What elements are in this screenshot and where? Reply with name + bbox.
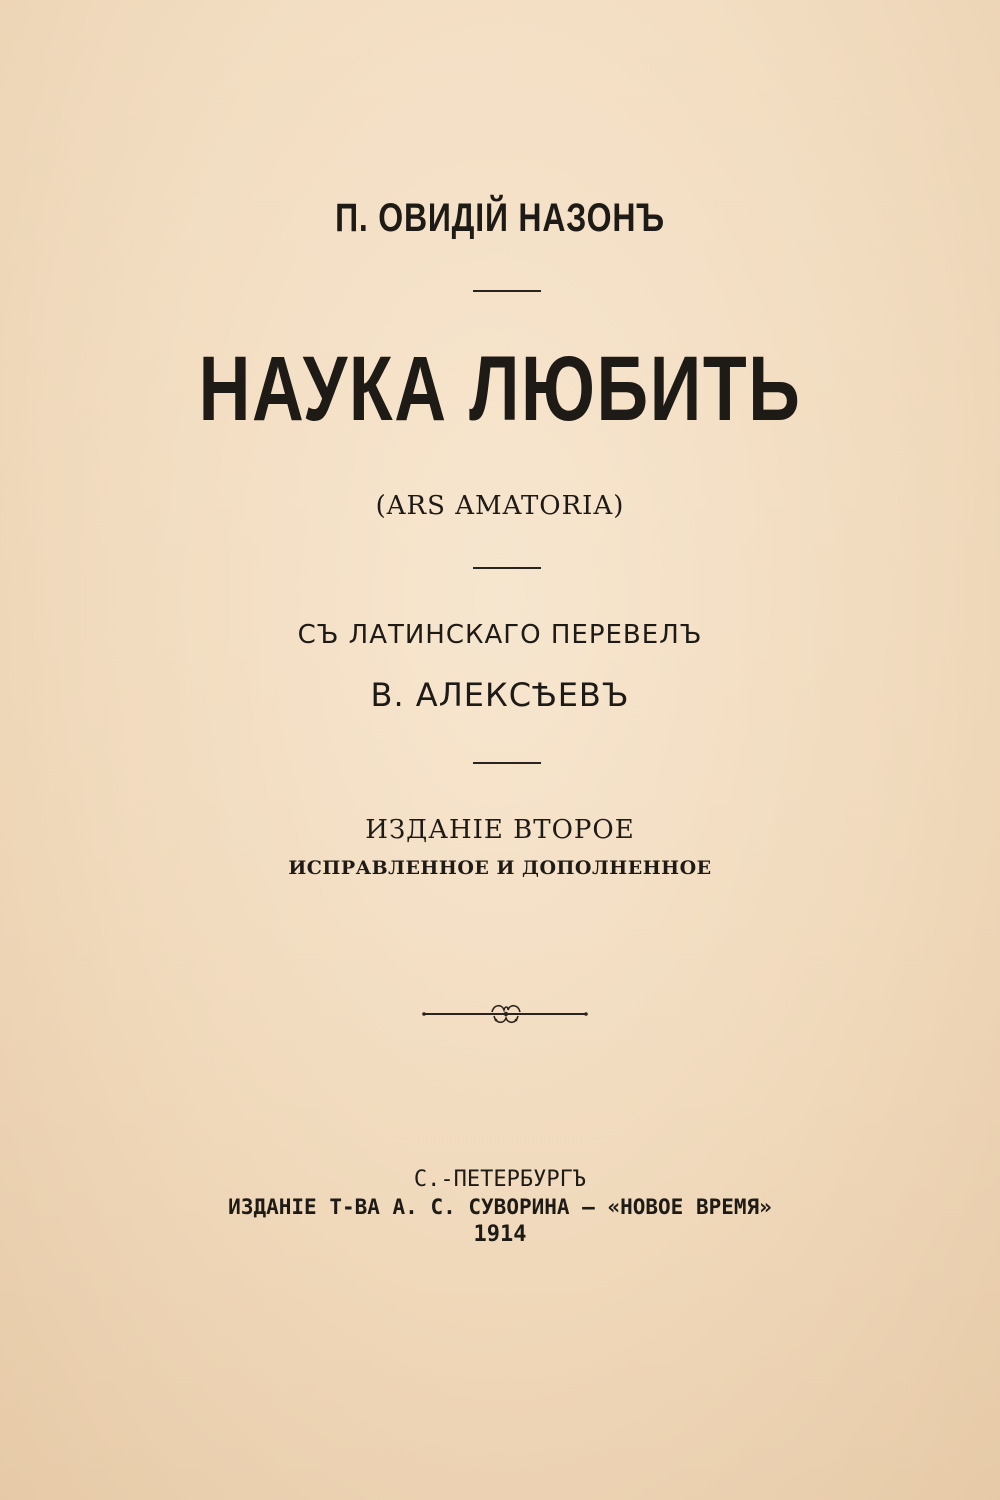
edition-line: ИЗДАНІЕ ВТОРОЕ [365,815,635,845]
author-name: П. ОВИДІЙ НАЗОНЪ [335,196,665,240]
imprint-year: 1914 [473,1222,527,1247]
ornament-icon [420,1000,590,1030]
book-title: НАУКА ЛЮБИТЬ [198,338,802,440]
edition-note: ИСПРАВЛЕННОЕ И ДОПОЛНЕННОЕ [288,857,712,879]
imprint-publisher: ИЗДАНІЕ Т-ВА А. С. СУВОРИНА — «НОВОЕ ВРЕМЯ» [228,1195,772,1219]
translator-name: В. АЛЕКСѢЕВЪ [370,676,630,714]
divider-rule [473,290,541,292]
translated-from-line: СЪ ЛАТИНСКАГО ПЕРЕВЕЛЪ [297,620,703,650]
imprint-city: С.-ПЕТЕРБУРГЪ [413,1167,587,1192]
divider-rule [473,762,541,764]
divider-rule [473,567,541,569]
latin-subtitle: (ARS AMATORIA) [375,491,625,521]
